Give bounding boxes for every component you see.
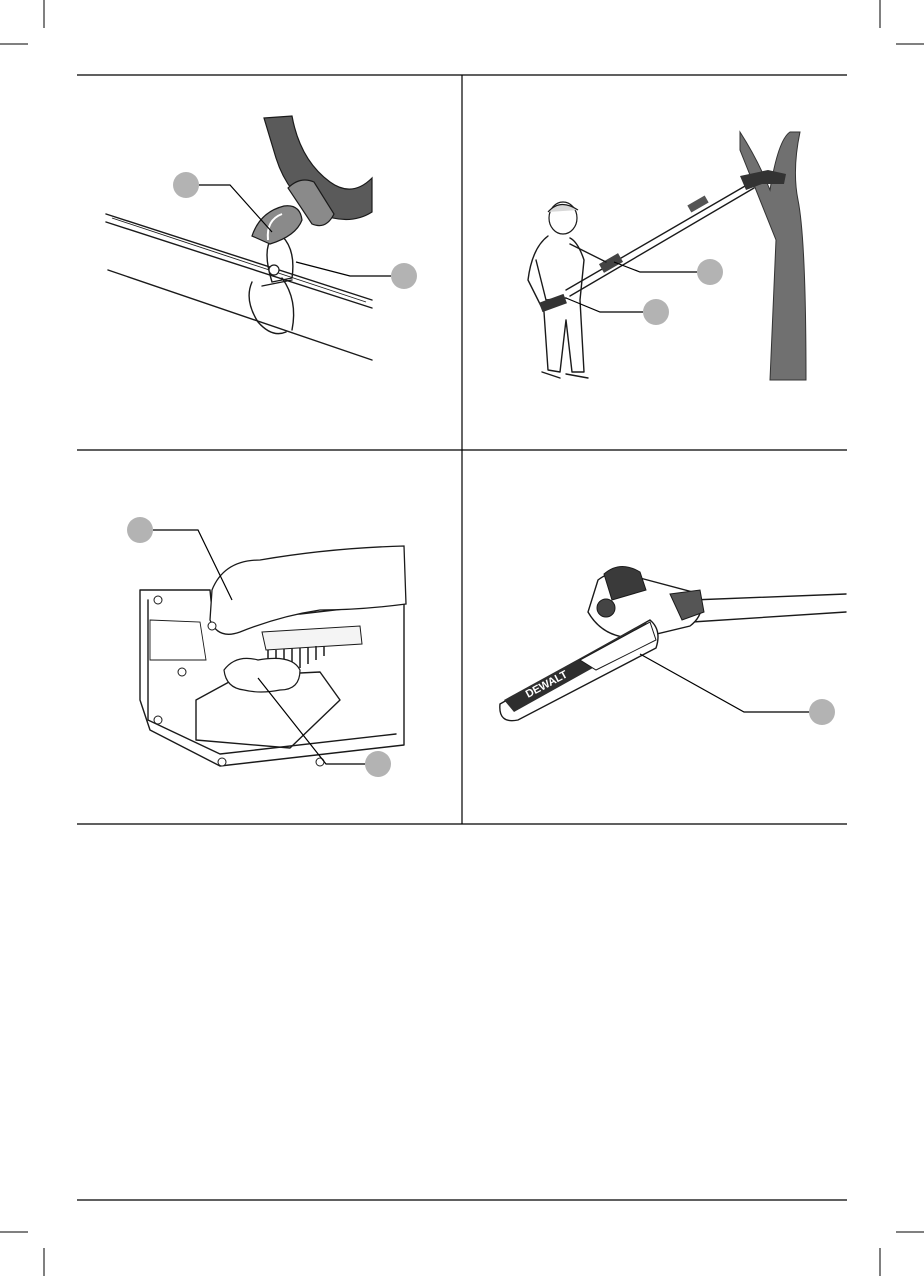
figure-operator — [528, 132, 806, 380]
callout-c1 — [127, 517, 153, 543]
callout-a2 — [391, 263, 417, 289]
callout-d1 — [809, 699, 835, 725]
figure-strap-hook — [106, 116, 417, 360]
figure-grid — [77, 75, 847, 1200]
figure-handle-trigger — [127, 517, 406, 777]
callout-c2 — [365, 751, 391, 777]
callout-b1 — [697, 259, 723, 285]
callout-a1 — [173, 172, 199, 198]
bar-brand-label: DEWALT — [523, 668, 570, 701]
figure-saw-head — [500, 566, 846, 725]
callout-b2 — [643, 299, 669, 325]
